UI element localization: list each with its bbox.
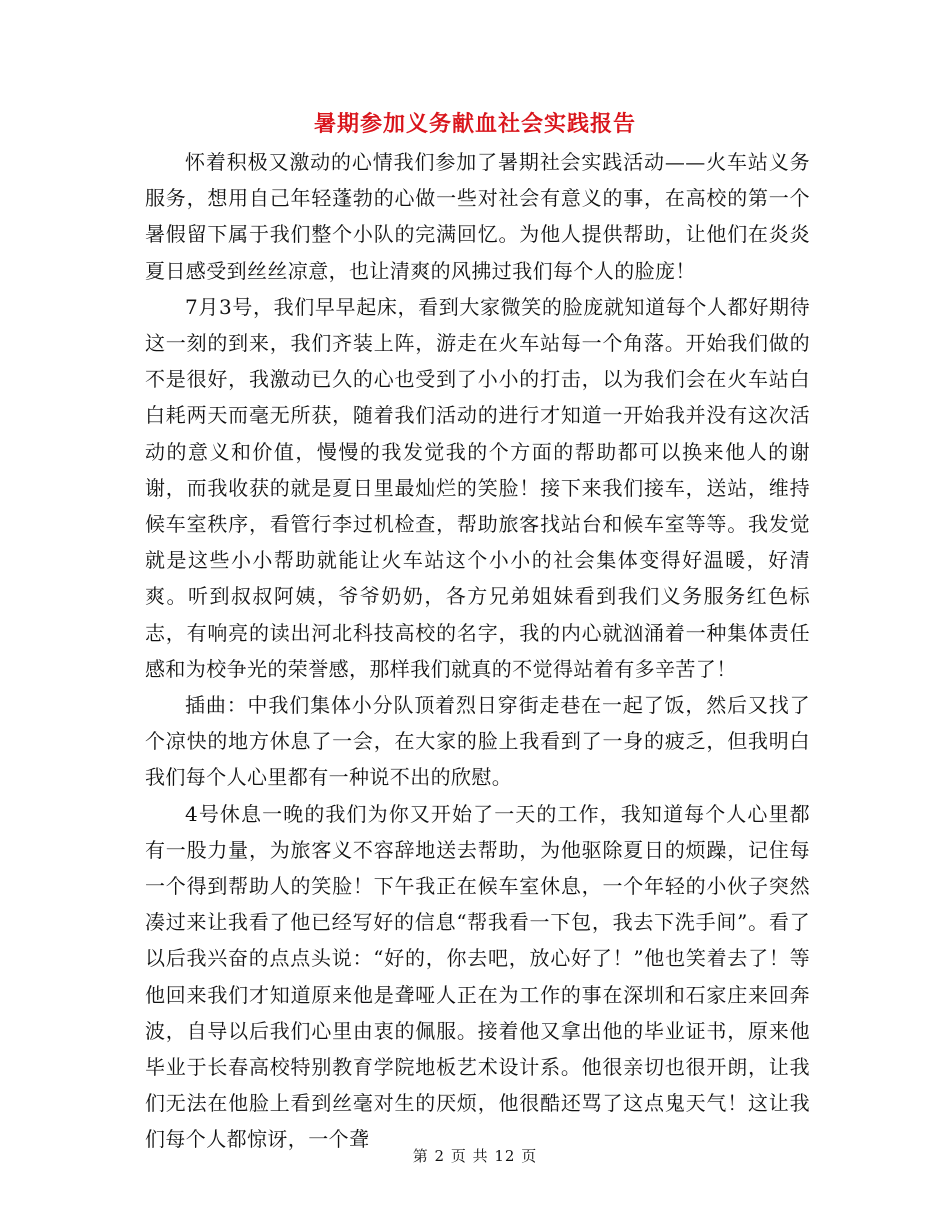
document-body xyxy=(145,144,810,1158)
paragraph-3: 插曲：中我们集体小分队顶着烈日穿街走巷在一起了饭，然后又找了个凉快的地方休息了一会，在大家的脸上我看到了一身的疲乏，但我明白我们每个人心里都有一种说不出的欣慰。 xyxy=(145,693,810,790)
paragraph-2: 7月3号，我们早早起床，看到大家微笑的脸庞就知道每个人都好期待这一刻的到来，我们齐装上阵，游走在火车站每一个角落。开始我们做的不是很好，我激动已久的心也受到了小小的打击，以为我们会在火车站白白耗两天而毫无所获，随着我们活动的进行才知道一开始我并没有这次活动的意义和价值，慢慢的我发觉我的个方面的帮助都可以换来他人的谢谢，而我收获的就是夏日里最灿烂的笑脸！接下来我们接车，送站，维持候车室秩序，看管行李过机检查，帮助旅客找站台和候车室等等。我发觉就是这些小小帮助就能让火车站这个小小的社会集体变得好温暖，好清爽。听到叔叔阿姨，爷爷奶奶，各方兄弟姐妹看到我们义务服务红色标志，有响亮的读出河北科技高校的名字，我的内心就汹涌着一种集体责任感和为校争光的荣誉感，那样我们就真的不觉得站着有多辛苦了！ xyxy=(145,294,810,681)
document-title: 暑期参加义务献血社会实践报告 xyxy=(313,112,636,137)
paragraph-1: 怀着积极又激动的心情我们参加了暑期社会实践活动——火车站义务服务，想用自己年轻蓬勃的心做一些对社会有意义的事，在高校的第一个暑假留下属于我们整个小队的完满回忆。为他人提供帮助，让他们在炎炎夏日感受到丝丝凉意，也让清爽的风拂过我们每个人的脸庞！ xyxy=(145,150,810,283)
paragraph-4: 4号休息一晚的我们为你又开始了一天的工作，我知道每个人心里都有一股力量，为旅客义不容辞地送去帮助，为他驱除夏日的烦躁，记住每一个得到帮助人的笑脸！下午我正在候车室休息，一个年轻的小伙子突然凑过来让我看了他已经写好的信息“帮我看一下包，我去下洗手间”。看了以后我兴奋的点点头说：“好的，你去吧，放心好了！”他也笑着去了！等他回来我们才知道原来他是聋哑人正在为工作的事在深圳和石家庄来回奔波，自导以后我们心里由衷的佩服。接着他又拿出他的毕业证书，原来他毕业于长春高校特别教育学院地板艺术设计系。他很亲切也很开朗，让我们无法在他脸上看到丝毫对生的厌烦，他很酷还骂了这点鬼天气！这让我们每个人都惊讶，一个聋 xyxy=(145,801,810,1152)
page-footer: 第 2 页 共 12 页 xyxy=(412,1147,538,1165)
